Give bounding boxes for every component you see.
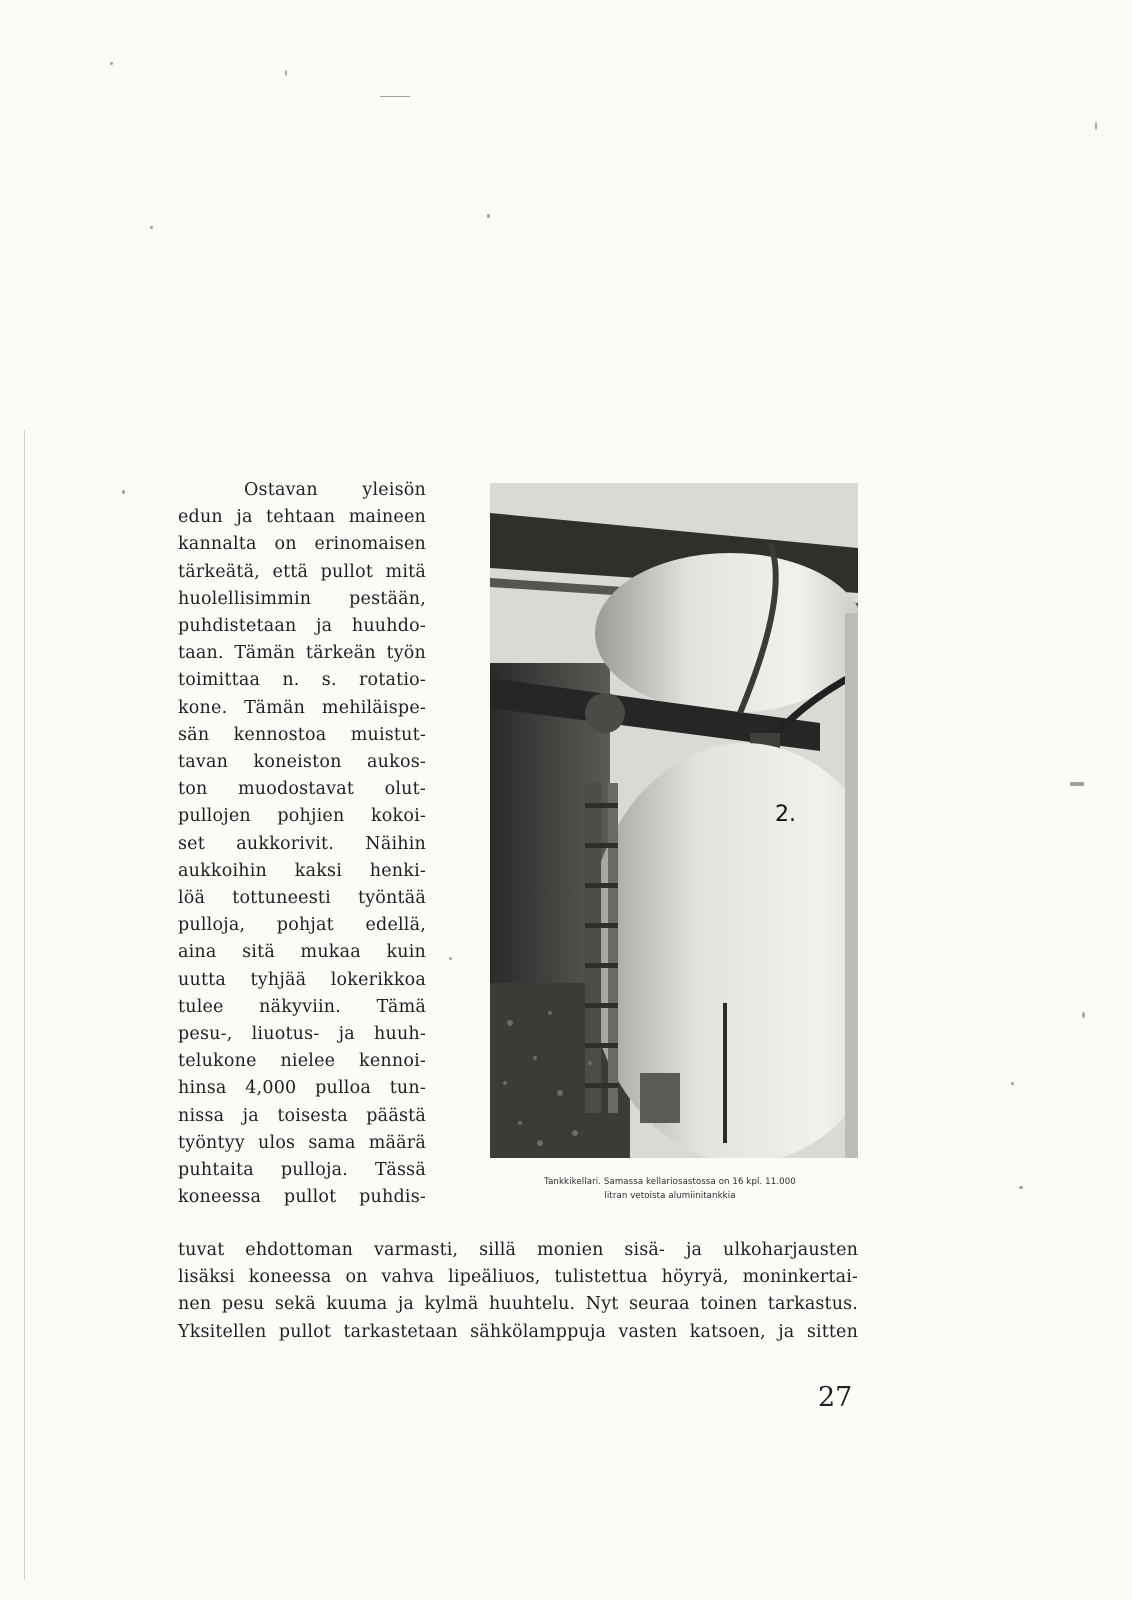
text-line: aina sitä mukaa kuin: [178, 942, 426, 963]
text-line: ton muodostavat olut-: [178, 779, 426, 800]
text-line: toimittaa n. s. rotatio-: [178, 670, 426, 691]
scan-speck: [1070, 782, 1084, 786]
text-line: huolellisimmin pestään,: [178, 588, 426, 609]
scan-speck: [1011, 1082, 1014, 1085]
text-line: Yksitellen pullot tarkastetaan sähkölamppuja vasten katsoen, ja sitten: [178, 1321, 858, 1342]
text-line: työntyy ulos sama määrä: [178, 1132, 426, 1153]
scan-speck: [150, 226, 153, 229]
page-number: 27: [818, 1382, 853, 1413]
text-line: koneessa pullot puhdis-: [178, 1187, 426, 1208]
scan-speck: [1019, 1186, 1023, 1189]
scan-speck: [285, 70, 287, 76]
text-line: edun ja tehtaan maineen: [178, 507, 426, 528]
text-line: set aukkorivit. Näihin: [178, 833, 426, 854]
text-line: hinsa 4,000 pulloa tun-: [178, 1078, 426, 1099]
text-line: nissa ja toisesta päästä: [178, 1105, 426, 1126]
scan-speck: [487, 214, 490, 218]
text-line: uutta tyhjää lokerikkoa: [178, 969, 426, 990]
text-line: tavan koneiston aukos-: [178, 752, 426, 773]
text-line: pulloja, pohjat edellä,: [178, 915, 426, 936]
body-text-narrow-column: [178, 477, 426, 1211]
text-line: löä tottuneesti työntää: [178, 888, 426, 909]
photo-illustration: [490, 483, 858, 1158]
scan-speck: [110, 62, 113, 65]
text-line: kannalta on erinomaisen: [178, 534, 426, 555]
text-line: taan. Tämän tärkeän työn: [178, 643, 426, 664]
scan-speck: [1095, 122, 1097, 130]
scan-speck: [449, 957, 452, 960]
text-line: aukkoihin kaksi henki-: [178, 860, 426, 881]
text-line: telukone nielee kennoi-: [178, 1051, 426, 1072]
tank-cellar-photo: [490, 483, 858, 1158]
text-line: pullojen pohjien kokoi-: [178, 806, 426, 827]
text-line: tuvat ehdottoman varmasti, sillä monien sisä- ja ulkoharjausten: [178, 1240, 858, 1260]
caption-line: Tankkikellari. Samassa kellariosastossa on 16 kpl. 11.000: [544, 1177, 796, 1187]
text-line: puhdistetaan ja huuhdo-: [178, 616, 426, 637]
body-text-wide-column: [178, 1237, 858, 1346]
text-line: pesu-, liuotus- ja huuh-: [178, 1024, 426, 1045]
scan-edge-line: [24, 430, 25, 1580]
caption-line: litran vetoista alumiinitankkia: [604, 1191, 736, 1201]
text-line: nen pesu sekä kuuma ja kylmä huuhtelu. Nyt seuraa toinen tarkastus.: [178, 1294, 858, 1315]
scan-speck: [380, 96, 410, 97]
text-line: tärkeätä, että pullot mitä: [178, 561, 426, 582]
figure-label: 2.: [775, 802, 796, 827]
scan-speck: [1082, 1012, 1085, 1018]
text-line: Ostavan yleisön: [244, 480, 426, 500]
text-line: puhtaita pulloja. Tässä: [178, 1160, 426, 1181]
figure-caption: [470, 1175, 870, 1203]
text-line: kone. Tämän mehiläispe-: [178, 697, 426, 718]
scan-speck: [122, 490, 125, 494]
text-line: sän kennostoa muistut-: [178, 724, 426, 745]
text-line: lisäksi koneessa on vahva lipeäliuos, tulistettua höyryä, moninkertai-: [178, 1267, 858, 1288]
text-line: tulee näkyviin. Tämä: [178, 996, 426, 1017]
